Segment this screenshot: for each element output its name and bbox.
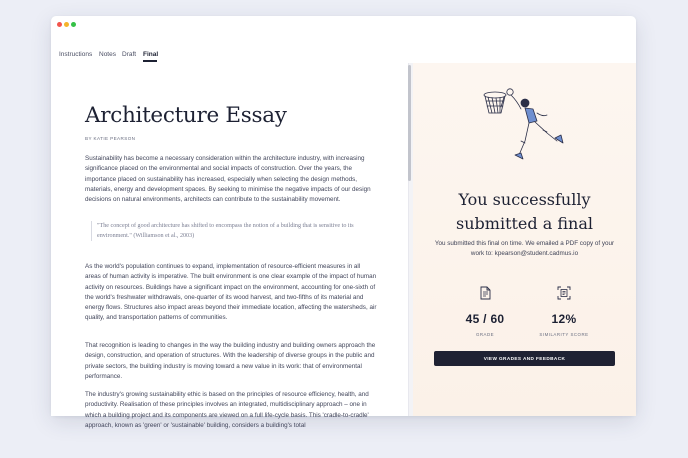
submission-result-panel (413, 63, 636, 416)
success-message: You submitted this final on time. We emailed a PDF copy of your work to: kpearson@student.cadmus.io (434, 240, 615, 257)
success-heading-line: submitted a final (456, 214, 593, 233)
grade-label: GRADE (475, 332, 495, 337)
minimize-window-button[interactable] (64, 22, 69, 27)
tab-instructions[interactable]: Instructions (59, 51, 93, 58)
essay-paragraph: The industry's growing sustainability ethic is based on the principles of resource efficiency, health, and productivity. Realisation of these principles involves an integrated, multidisciplinary approach – one in which a building project and its components are viewed on a full life-cycle basis. This 'cradle-to-cradle' approach, known as 'green' or 'sustainable' building, considers a building's total (85, 391, 369, 429)
basketball-player-illustration (477, 83, 577, 173)
active-tab-indicator (143, 60, 157, 62)
view-grades-feedback-button[interactable]: VIEW GRADES AND FEEDBACK (434, 351, 615, 366)
document-grade-icon (478, 286, 492, 300)
similarity-value: 12% (551, 312, 577, 326)
essay-paragraph: That recognition is leading to changes in the way the building industry and building owners approach the design, construction, and operation of structures. With the leadership of diverse groups in the public and private sectors, the building industry is moving toward a new value in its work: that of environmental performance. (85, 342, 376, 380)
essay-paragraph: Sustainability has become a necessary consideration within the architecture industry, with increasing significance placed on the environmental and social impacts of construction. Over the years, the importance placed on sustainability has increased, especially when selecting the design methods, materials, energy and development spaces. By seeking to minimise the negative impacts of our design decisions on natural environments, architects can contribute to the sustainability movement. (85, 155, 371, 204)
tab-bar (51, 33, 636, 64)
similarity-scan-icon (557, 286, 571, 300)
essay-title: Architecture Essay (85, 103, 287, 128)
grade-stat (445, 286, 525, 337)
maximize-window-button[interactable] (71, 22, 76, 27)
success-heading-line: You successfully (458, 190, 591, 209)
grade-value: 45 / 60 (465, 312, 505, 326)
essay-document (51, 63, 408, 429)
similarity-stat (524, 286, 604, 337)
tab-final[interactable]: Final (143, 51, 159, 58)
essay-byline: BY KATIE PEARSON (85, 136, 136, 141)
essay-blockquote: "The concept of good architecture has shifted to encompass the notion of a building that is sensitive to its environment." (Williamson et al., 2003) (91, 221, 377, 241)
tab-draft[interactable]: Draft (122, 51, 137, 58)
similarity-label: SIMILARITY SCORE (539, 332, 589, 337)
tab-notes[interactable]: Notes (99, 51, 116, 58)
essay-paragraph: As the world's population continues to expand, implementation of resource-efficient measures in all areas of human activity is imperative. The built environment is one clear example of the impact of human activity on resources. Buildings have a significant impact on the environment, accounting for one-sixth of the world's freshwater withdrawals, one-quarter of its wood harvest, and two-fifths of its material and energy flows. Structures also impact areas beyond their immediate location, affecting the watersheds, air quality, and transportation patterns of communities. (85, 263, 377, 322)
success-heading (413, 188, 636, 236)
title-bar (51, 16, 636, 33)
close-window-button[interactable] (57, 22, 62, 27)
app-window (51, 16, 636, 429)
document-scrollbar-thumb[interactable] (408, 65, 411, 181)
